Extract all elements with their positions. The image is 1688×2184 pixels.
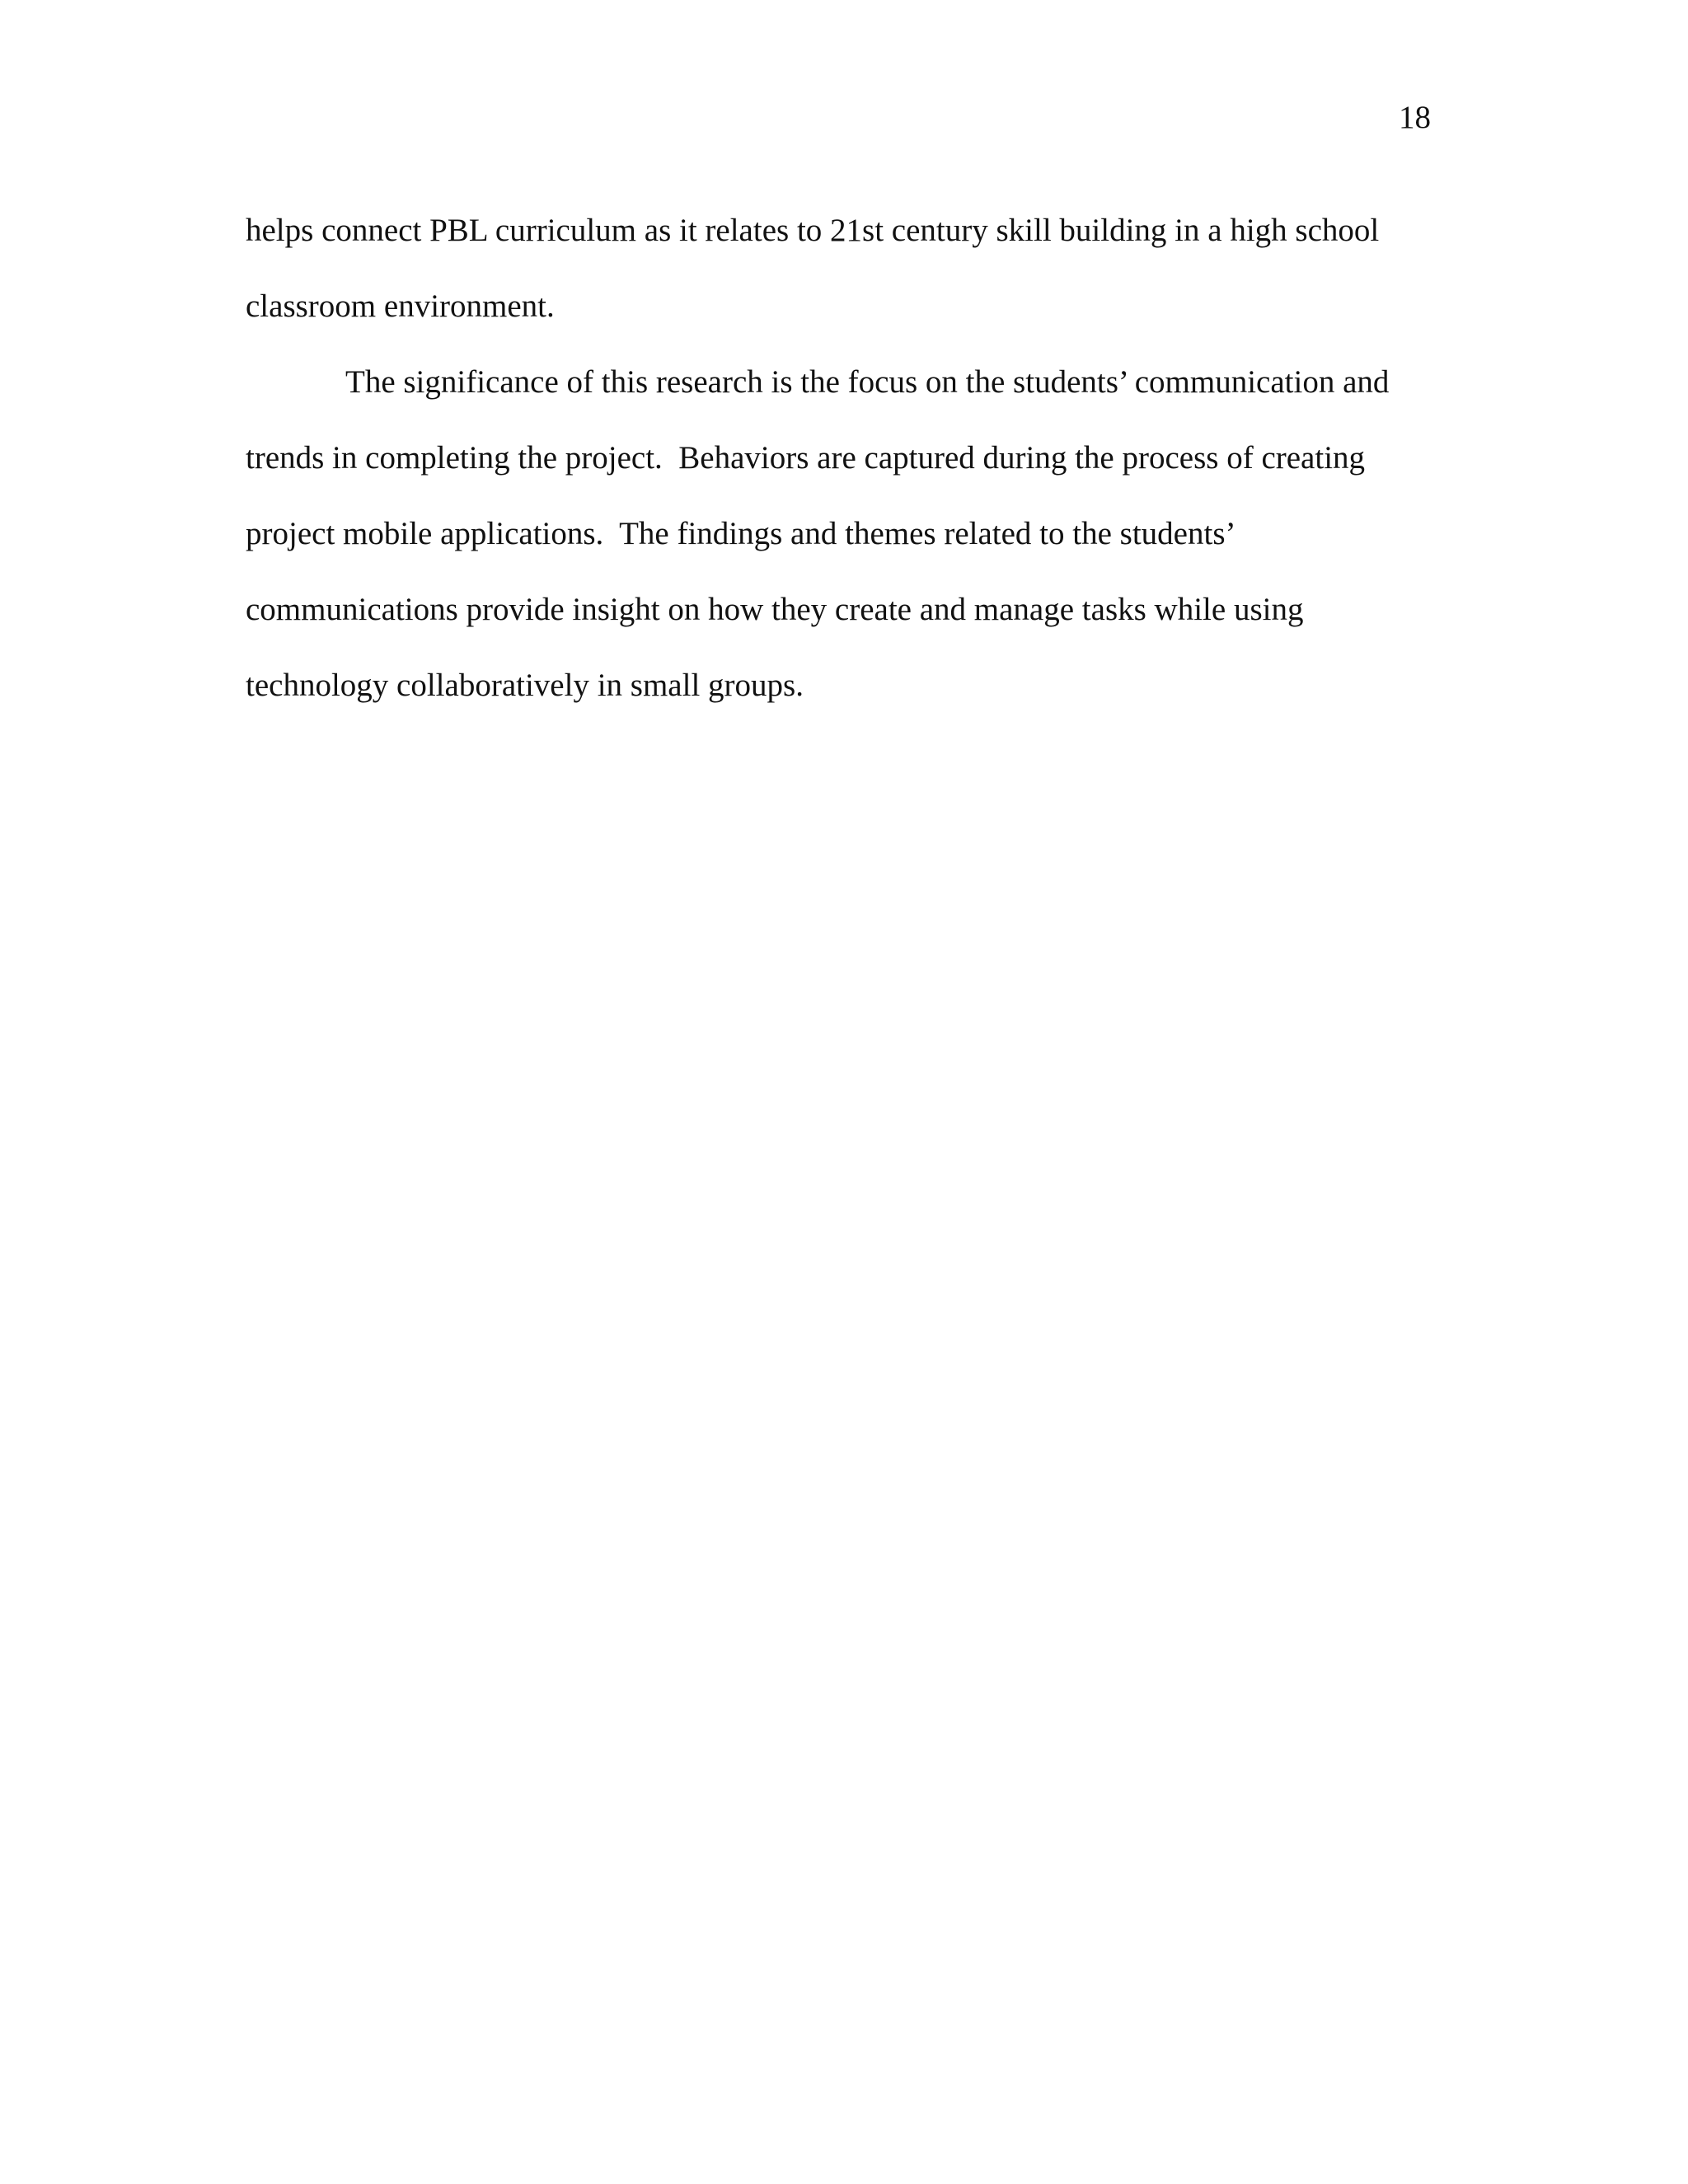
paragraph-2-line-1: The significance of this research is the focus on the students’ communication and (345, 364, 1390, 400)
page-number: 18 (1399, 100, 1431, 135)
paragraph-1-line-2: classroom environment. (246, 288, 555, 324)
paragraph-2-line-4: communications provide insight on how they create and manage tasks while using (246, 592, 1304, 627)
paragraph-2-line-5: technology collaboratively in small groups. (246, 668, 804, 703)
paragraph-2-line-2: trends in completing the project. Behaviors are captured during the process of creating (246, 440, 1366, 476)
body-text (246, 193, 1449, 724)
paragraph-1-line-1: helps connect PBL curriculum as it relates to 21st century skill building in a high school (246, 213, 1380, 248)
paragraph-2-line-3: project mobile applications. The findings and themes related to the students’ (246, 516, 1236, 551)
